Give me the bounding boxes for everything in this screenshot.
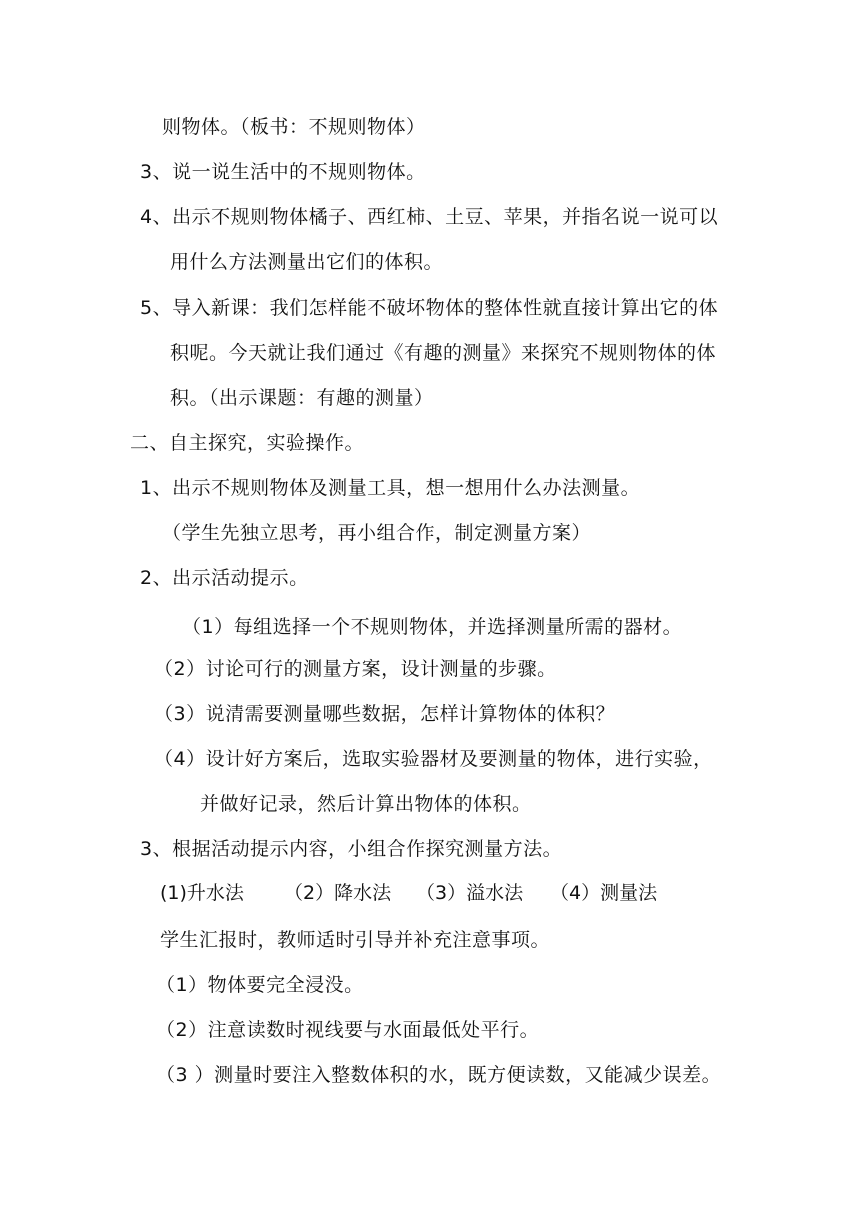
method-item: （2）降水法 — [284, 882, 392, 904]
text-line: 4、出示不规则物体橘子、西红柿、土豆、苹果，并指名说一说可以 — [140, 206, 719, 228]
text-line: 积。（出示课题：有趣的测量） — [170, 387, 434, 409]
section-heading: 二、自主探究，实验操作。 — [130, 432, 365, 454]
method-item: （3）溢水法 — [416, 882, 524, 904]
text-line: （1）每组选择一个不规则物体，并选择测量所需的器材。 — [182, 616, 683, 638]
text-line: 并做好记录，然后计算出物体的体积。 — [200, 793, 532, 815]
text-line: （3）说清需要测量哪些数据，怎样计算物体的体积？ — [154, 703, 616, 725]
text-line: （1）物体要完全浸没。 — [156, 974, 364, 996]
text-line: 用什么方法测量出它们的体积。 — [170, 251, 444, 273]
text-line: 则物体。（板书：不规则物体） — [162, 116, 426, 138]
method-item: (1)升水法 — [160, 882, 244, 904]
text-line: （学生先独立思考，再小组合作，制定测量方案） — [162, 522, 592, 544]
text-line: 3、说一说生活中的不规则物体。 — [140, 161, 426, 183]
method-list — [160, 881, 657, 905]
text-line: （2）讨论可行的测量方案，设计测量的步骤。 — [154, 658, 557, 680]
method-item: （4）测量法 — [550, 882, 658, 904]
text-line: 2、出示活动提示。 — [140, 567, 309, 589]
text-line: 1、出示不规则物体及测量工具，想一想用什么办法测量。 — [140, 477, 641, 499]
text-line: 3、根据活动提示内容，小组合作探究测量方法。 — [140, 838, 563, 860]
text-line: （4）设计好方案后，选取实验器材及要测量的物体，进行实验， — [154, 748, 713, 770]
text-line: （3 ）测量时要注入整数体积的水，既方便读数，又能减少误差。 — [156, 1064, 722, 1086]
text-line: （2）注意读数时视线要与水面最低处平行。 — [156, 1019, 540, 1041]
text-line: 5、导入新课：我们怎样能不破坏物体的整体性就直接计算出它的体 — [140, 297, 719, 319]
text-line: 学生汇报时，教师适时引导并补充注意事项。 — [160, 929, 551, 951]
text-line: 积呢。今天就让我们通过《有趣的测量》来探究不规则物体的体 — [170, 342, 717, 364]
